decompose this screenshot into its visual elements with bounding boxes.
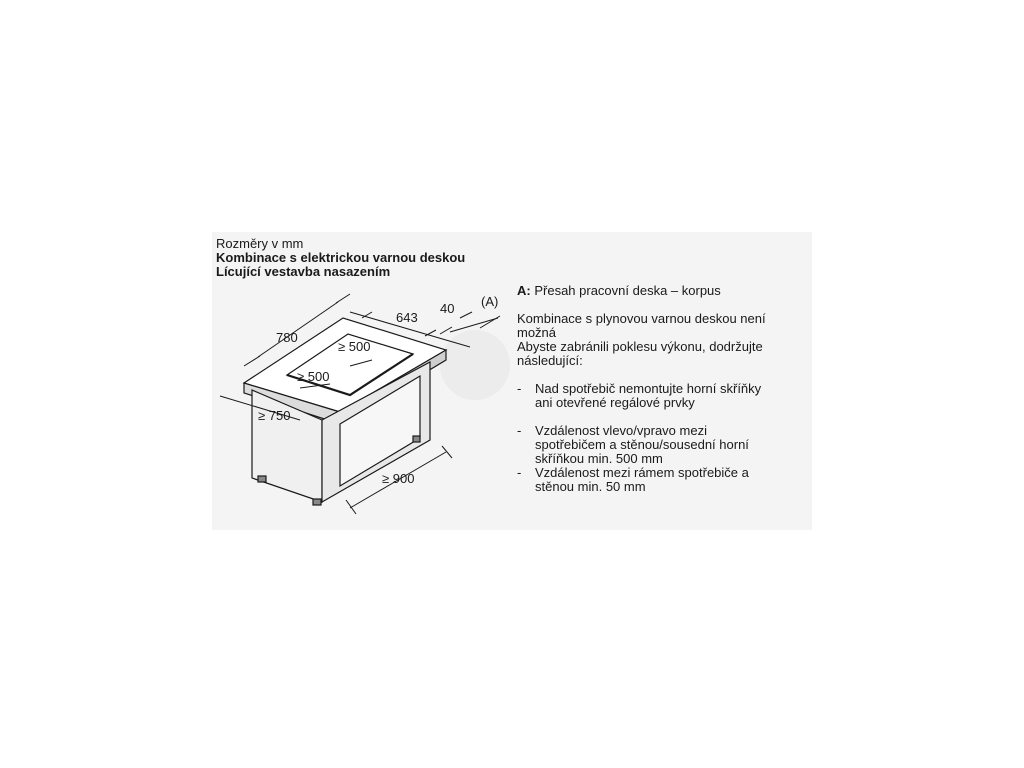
dim-clear-front: ≥ 500 xyxy=(297,369,330,384)
notes-block xyxy=(517,284,807,494)
cabinet-foot xyxy=(313,499,321,505)
dim-height: ≥ 750 xyxy=(258,408,291,423)
bullet-dash: - xyxy=(517,465,522,480)
note-a-label: A: xyxy=(517,283,531,298)
dim-depth: 780 xyxy=(276,330,298,345)
note-paragraph-line: Abyste zabránili poklesu výkonu, dodržujte xyxy=(517,339,763,354)
dim-line-a xyxy=(450,318,498,332)
dim-label-a: (A) xyxy=(481,294,499,309)
bullet-line: spotřebičem a stěnou/sousední horní xyxy=(535,437,749,452)
dim-width: 643 xyxy=(396,310,418,325)
note-a-text: Přesah pracovní deska – korpus xyxy=(534,283,721,298)
bullet-line: Nad spotřebič nemontujte horní skříňky xyxy=(535,381,762,396)
header-subtitle: Lícující vestavba nasazením xyxy=(216,264,391,279)
dim-cabinet-width: ≥ 900 xyxy=(382,471,415,486)
bullet-line: stěnou min. 50 mm xyxy=(535,479,646,494)
bullet-line: Vzdálenost mezi rámem spotřebiče a xyxy=(535,465,749,480)
bullet-line: Vzdálenost vlevo/vpravo mezi xyxy=(535,423,707,438)
note-bullet xyxy=(517,466,807,494)
note-paragraph-line: Kombinace s plynovou varnou deskou není xyxy=(517,311,766,326)
note-bullet xyxy=(517,382,807,410)
cabinet-foot xyxy=(413,436,420,442)
note-a xyxy=(517,284,807,298)
dim-clear-back: ≥ 500 xyxy=(338,339,371,354)
header-title: Kombinace s elektrickou varnou deskou xyxy=(216,250,466,265)
dim-offset: 40 xyxy=(440,301,455,316)
bullet-dash: - xyxy=(517,381,522,396)
bullet-line: ani otevřené regálové prvky xyxy=(535,395,695,410)
note-paragraph-line: možná xyxy=(517,325,557,340)
bullet-line: skříňkou min. 500 mm xyxy=(535,451,663,466)
note-bullet xyxy=(517,424,807,466)
cabinet-foot xyxy=(258,476,266,482)
header-units: Rozměry v mm xyxy=(216,236,304,251)
bullet-dash: - xyxy=(517,423,522,438)
note-paragraph-line: následující: xyxy=(517,353,583,368)
